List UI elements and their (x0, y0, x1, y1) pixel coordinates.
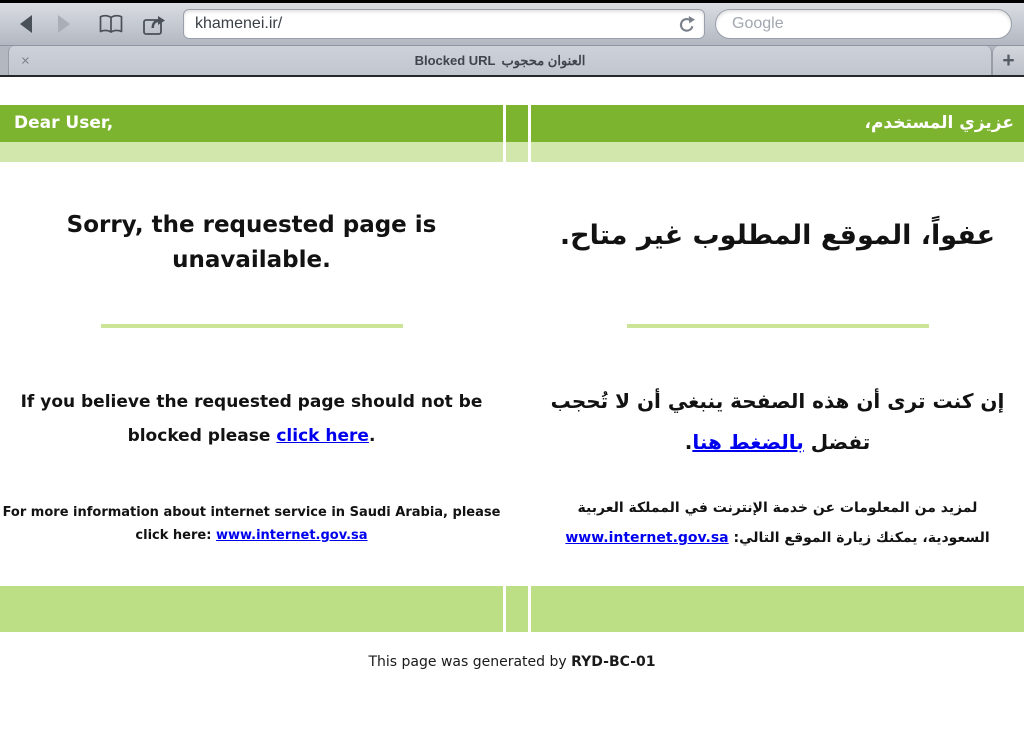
appeal-text-arabic (536, 381, 1020, 463)
internet-gov-link-english[interactable]: www.internet.gov.sa (215, 528, 368, 543)
appeal-text-before-link-ar: إن كنت ترى أن هذه الصفحة ينبغي أن لا تُحجب تفضل (550, 389, 1005, 454)
footer-right-segment (531, 586, 1024, 632)
tab-blocked-url[interactable] (8, 46, 992, 75)
bookmarks-button[interactable] (98, 14, 124, 35)
footer-banner (0, 586, 1024, 632)
url-input[interactable] (184, 10, 704, 38)
generated-by-prefix: This page was generated by (368, 654, 572, 670)
divider-arabic (627, 324, 929, 328)
back-button[interactable] (16, 13, 36, 35)
bookmarks-icon (98, 14, 124, 35)
strip-right-segment (531, 142, 1024, 162)
info-text-arabic (543, 493, 1013, 553)
tab-title (415, 53, 586, 69)
unblock-request-link-english[interactable]: click here (276, 426, 369, 446)
tab-bar (0, 46, 1024, 77)
main-content (0, 162, 1024, 586)
back-icon (16, 13, 36, 35)
footer-middle-segment (506, 586, 528, 632)
appeal-text-english (6, 385, 498, 453)
appeal-text-before-link: If you believe the requested page should not be blocked please (20, 392, 483, 446)
info-text-before-link-ar: لمزيد من المعلومات عن خدمة الإنترنت في المملكة العربية السعودية، يمكنك زيارة الموقع التالي: (577, 500, 990, 546)
greeting-english: Dear User, (0, 105, 503, 142)
middle-spacer-column (503, 162, 531, 586)
tab-title-ar: العنوان محجوب (501, 52, 586, 68)
share-icon (142, 13, 167, 36)
greeting-arabic: عزيزي المستخدم، (531, 105, 1024, 142)
unblock-request-link-arabic[interactable]: بالضغط هنا (692, 430, 804, 454)
appeal-text-after-link-ar: . (684, 430, 693, 454)
info-text-before-link: For more information about internet service in Saudi Arabia, please click here: (2, 505, 501, 543)
banner-middle-segment (506, 105, 528, 142)
search-input[interactable] (716, 10, 1011, 38)
arabic-column (531, 162, 1024, 586)
divider-english (101, 324, 403, 328)
footer-left-segment (0, 586, 503, 632)
search-bar (715, 9, 1012, 39)
strip-left-segment (0, 142, 503, 162)
forward-icon (54, 13, 74, 35)
english-column (0, 162, 503, 586)
address-bar (183, 9, 705, 39)
close-tab-icon[interactable]: × (21, 52, 30, 69)
reload-icon[interactable] (677, 15, 697, 35)
generated-by-line (0, 654, 1024, 670)
tab-title-en: Blocked URL (414, 52, 496, 68)
strip-middle-segment (506, 142, 528, 162)
forward-button[interactable] (54, 13, 74, 35)
share-button[interactable] (142, 13, 167, 36)
info-text-english (2, 501, 502, 547)
page-title-arabic: عفواً، الموقع المطلوب غير متاح. (559, 220, 996, 251)
page-title-english: Sorry, the requested page is unavailable. (66, 212, 437, 273)
greeting-banner (0, 105, 1024, 142)
server-id: RYD-BC-01 (571, 654, 656, 670)
light-green-strip (0, 142, 1024, 162)
appeal-text-after-link: . (368, 426, 376, 446)
internet-gov-link-arabic[interactable]: www.internet.gov.sa (565, 530, 729, 546)
new-tab-button[interactable]: + (992, 46, 1024, 75)
browser-toolbar (0, 3, 1024, 46)
